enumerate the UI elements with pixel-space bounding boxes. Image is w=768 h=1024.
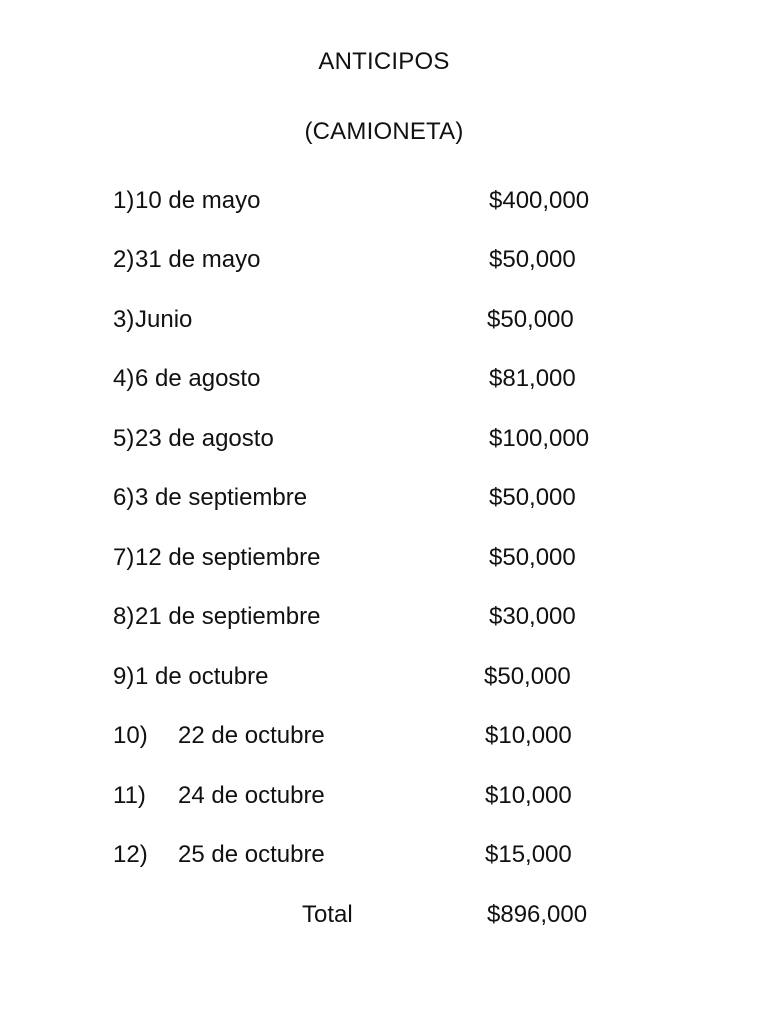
entry-date: 24 de octubre [178,782,325,809]
list-item [0,245,768,275]
list-item [0,543,768,573]
entry-number: 9) [113,663,135,690]
entry-date: 25 de octubre [178,841,325,868]
total-amount: $896,000 [487,901,588,928]
entry-amount: $30,000 [489,603,576,630]
entry-amount: $50,000 [484,663,571,690]
entry-number: 2) [113,246,135,273]
list-item [0,186,768,216]
entry-date: 6 de agosto [135,365,261,392]
entry-amount: $81,000 [489,365,576,392]
entry-number: 6) [113,484,135,511]
entry-amount: $50,000 [489,484,576,511]
entry-date: Junio [135,306,193,333]
entry-number: 11) [113,782,146,809]
list-item [0,424,768,454]
entry-date: 31 de mayo [135,246,261,273]
entry-amount: $100,000 [489,425,590,452]
entry-number: 1) [113,187,135,214]
entry-number: 3) [113,306,135,333]
total-row [0,900,768,930]
entry-date: 23 de agosto [135,425,274,452]
list-item [0,721,768,751]
entry-date: 22 de octubre [178,722,325,749]
list-item [0,840,768,870]
entry-number: 7) [113,544,135,571]
entry-amount: $10,000 [485,782,572,809]
list-item [0,305,768,335]
entry-number: 12) [113,841,148,868]
entry-amount: $15,000 [485,841,572,868]
document-subtitle: (CAMIONETA) [304,118,464,145]
entry-amount: $50,000 [489,246,576,273]
entry-amount: $10,000 [485,722,572,749]
entry-date: 12 de septiembre [135,544,321,571]
entry-number: 10) [113,722,148,749]
entry-date: 1 de octubre [135,663,269,690]
entry-date: 10 de mayo [135,187,261,214]
total-label: Total [302,901,353,928]
entry-number: 4) [113,365,135,392]
entry-number: 8) [113,603,135,630]
entry-date: 21 de septiembre [135,603,321,630]
entry-amount: $400,000 [489,187,590,214]
document-title: ANTICIPOS [318,48,450,75]
list-item [0,602,768,632]
list-item [0,662,768,692]
entry-amount: $50,000 [487,306,574,333]
entry-amount: $50,000 [489,544,576,571]
entry-date: 3 de septiembre [135,484,308,511]
list-item [0,781,768,811]
list-item [0,483,768,513]
entry-number: 5) [113,425,135,452]
list-item [0,364,768,394]
